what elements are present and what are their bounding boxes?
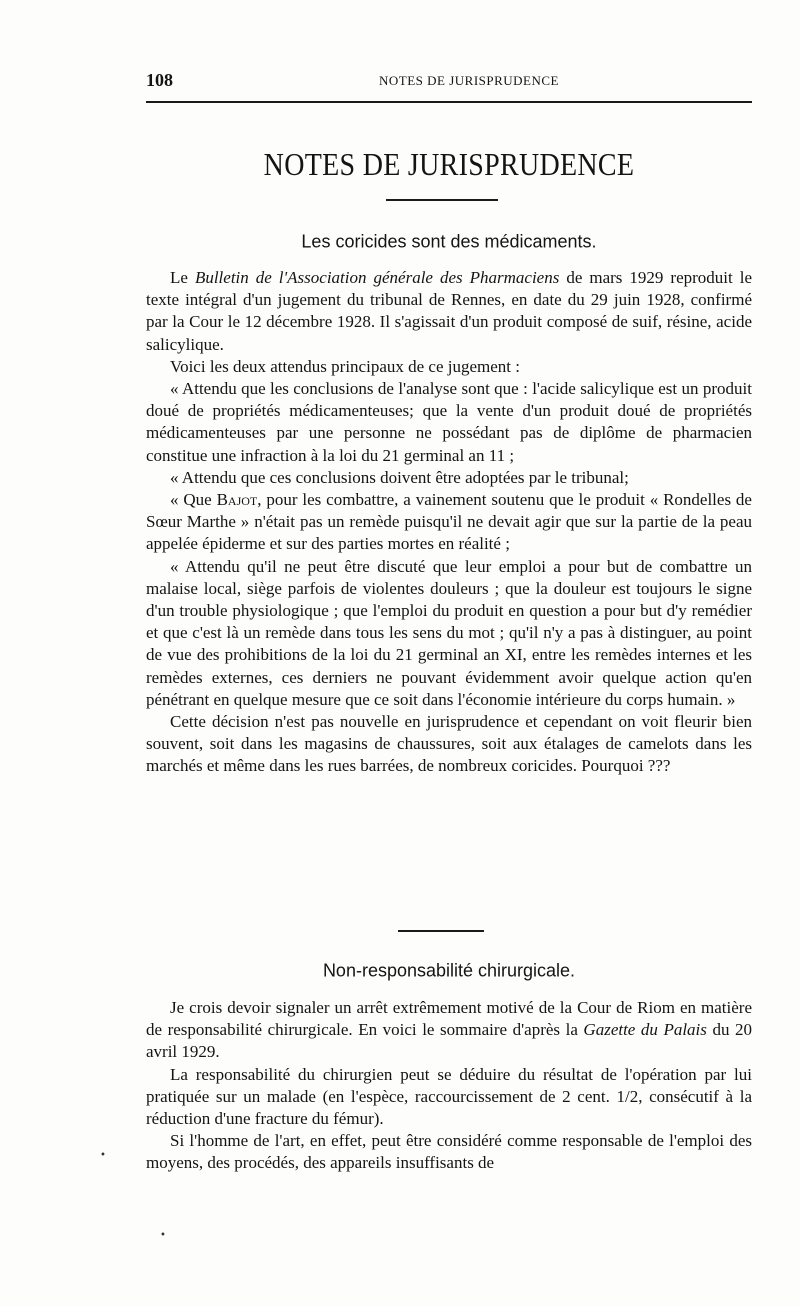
header-rule xyxy=(146,101,752,103)
publication-title: Bulletin de l'Association générale des Pharmaciens xyxy=(194,268,560,287)
speck-mark: • xyxy=(100,1150,106,1161)
paragraph: La responsabilité du chirurgien peut se déduire du résultat de l'opération par lui pratiquée sur un malade (en l'espèce, raccourcissement de 2 cent. 1/2, consécutif à la réduction d'une fracture du fémur). xyxy=(146,1064,752,1129)
main-title: NOTES DE JURISPRUDENCE xyxy=(263,148,635,183)
text: de mars 1929 reproduit le texte intégral d'un jugement du tribunal de Rennes, en date du 29 juin 1928, confirmé par la Cour le 12 décembre 1928. Il s'agissait d'un produit composé de suif, résine, acide salicylique. xyxy=(146,268,752,354)
paragraph: Voici les deux attendus principaux de ce jugement : xyxy=(170,356,520,376)
page-header xyxy=(146,66,752,96)
text: du 20 avril 1929. xyxy=(146,1020,753,1062)
paragraph: « Attendu que les conclusions de l'analyse sont que : l'acide salicylique est un produit doué de propriétés médicamenteuses; que la vente d'un produit doué de propriétés médicamenteuses par une personne ne possédant pas de diplôme de pharmacien constitue une infraction à la loi du 21 germinal an 11 ; xyxy=(146,379,752,465)
title-divider xyxy=(386,199,498,201)
section-body-responsabilite xyxy=(146,997,752,1175)
paragraph: « Attendu qu'il ne peut être discuté que leur emploi a pour but de combattre un malaise local, siège parfois de violentes douleurs ; que la douleur est toujours le signe d'un trouble physiologique ; que l'emploi du produit en question a pour but d'y remédier et que c'est là un remède dans tous les sens du mot ; qu'il n'y a pas à distinguer, au point de vue des prohibitions de la loi du 21 germinal an XI, entre les remèdes internes et les remèdes externes, ces derniers ne pouvant évidemment avoir quelque action qu'en pénétrant en quelque mesure que ce soit dans l'économie intérieure du corps humain. » xyxy=(146,556,752,709)
speck-mark: • xyxy=(160,1230,166,1241)
section-title-responsabilite: Non-responsabilité chirurgicale. xyxy=(322,959,576,981)
page-number: 108 xyxy=(146,70,173,90)
text: « Que xyxy=(170,490,217,510)
section-title-coricides: Les coricides sont des médicaments. xyxy=(301,230,597,252)
paragraph: Si l'homme de l'art, en effet, peut être considéré comme responsable de l'emploi des moyens, des procédés, des appareils insuffisants de xyxy=(146,1131,752,1173)
person-name: Bajot xyxy=(216,490,258,510)
text: , pour les combattre, a vainement soutenu que le produit « Rondelles de Sœur Marthe » n'était pas un remède puisqu'il ne devait agir que sur la partie de la peau appelée épiderme et sur des parties mortes en réalité ; xyxy=(146,490,752,554)
paragraph xyxy=(146,997,752,1064)
paragraph: « Attendu que ces conclusions doivent être adoptées par le tribunal; xyxy=(170,467,629,487)
paragraph: Cette décision n'est pas nouvelle en jurisprudence et cependant on voit fleurir bien souvent, soit dans les magasins de chaussures, soit aux étalages de camelots dans les marchés et même dans les rues barrées, de nombreux coricides. Pourquoi ??? xyxy=(146,712,752,776)
section-divider xyxy=(398,930,484,932)
section-body-coricides xyxy=(146,267,752,778)
paragraph xyxy=(146,489,752,556)
running-title: NOTES DE JURISPRUDENCE xyxy=(378,73,559,88)
text: Le xyxy=(170,268,195,287)
text: Je crois devoir signaler un arrêt extrêmement motivé de la Cour de Riom en matière de responsabilité chirurgicale. En voici le sommaire d'après la xyxy=(146,998,752,1040)
paragraph xyxy=(146,267,752,356)
publication-title: Gazette du Palais xyxy=(583,1020,707,1040)
